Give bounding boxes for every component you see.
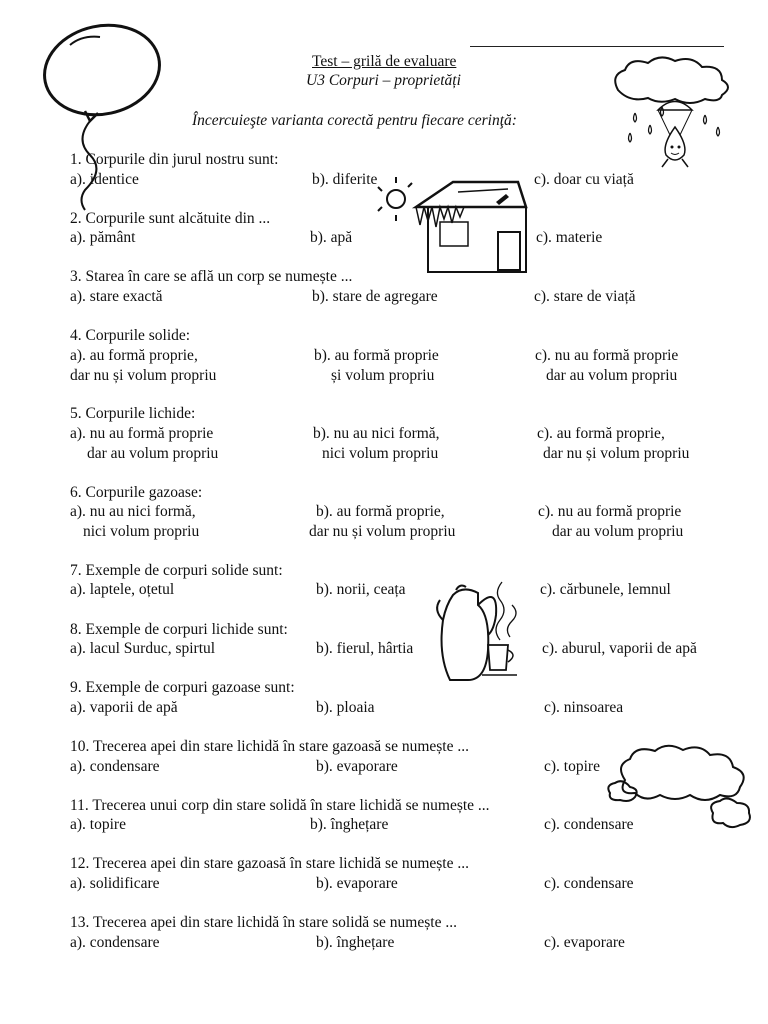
q8-option-c[interactable]: c). aburul, vaporii de apă [542, 640, 697, 657]
q9-option-c[interactable]: c). ninsoarea [544, 699, 624, 716]
q4-option-c[interactable]: c). nu au formă proprie [535, 347, 679, 364]
q12-option-b[interactable]: b). evaporare [316, 875, 398, 892]
question-10: 10. Trecerea apei din stare lichidă în stare gazoasă se numește ... [70, 738, 469, 755]
question-8: 8. Exemple de corpuri lichide sunt: [70, 621, 288, 638]
q7-option-c[interactable]: c). cărbunele, lemnul [540, 581, 671, 598]
q9-option-b[interactable]: b). ploaia [316, 699, 375, 716]
q5-option-a[interactable]: a). nu au formă proprie [70, 425, 214, 442]
q11-option-a[interactable]: a). topire [70, 816, 126, 833]
q5-option-b-line2: nici volum propriu [322, 445, 439, 462]
q4-option-c-line2: dar au volum propriu [546, 367, 678, 384]
q1-option-c[interactable]: c). doar cu viață [534, 171, 634, 188]
q10-option-b[interactable]: b). evaporare [316, 758, 398, 775]
page-subtitle: U3 Corpuri – proprietăți [306, 72, 461, 89]
q11-option-b[interactable]: b). înghețare [310, 816, 389, 833]
q9-option-a[interactable]: a). vaporii de apă [70, 699, 178, 716]
q1-option-b[interactable]: b). diferite [312, 171, 378, 188]
house-icon [378, 177, 528, 277]
name-line [470, 46, 724, 47]
q4-option-b-line2: și volum propriu [331, 367, 435, 384]
q10-option-c[interactable]: c). topire [544, 758, 600, 775]
q6-option-b-line2: dar nu și volum propriu [309, 523, 456, 540]
q7-option-a[interactable]: a). laptele, oțetul [70, 581, 175, 598]
q3-option-a[interactable]: a). stare exactă [70, 288, 163, 305]
q6-option-c-line2: dar au volum propriu [552, 523, 684, 540]
rain-cloud-icon [610, 55, 735, 175]
q4-option-b[interactable]: b). au formă proprie [314, 347, 439, 364]
q5-option-c[interactable]: c). au formă proprie, [537, 425, 665, 442]
q5-option-c-line2: dar nu și volum propriu [543, 445, 690, 462]
q6-option-a-line2: nici volum propriu [83, 523, 200, 540]
q2-option-b[interactable]: b). apă [310, 229, 353, 246]
q6-option-c[interactable]: c). nu au formă proprie [538, 503, 682, 520]
teapot-icon [438, 575, 533, 690]
q13-option-c[interactable]: c). evaporare [544, 934, 625, 951]
question-3: 3. Starea în care se află un corp se numește ... [70, 268, 353, 285]
question-9: 9. Exemple de corpuri gazoase sunt: [70, 679, 295, 696]
q1-option-a[interactable]: a). identice [70, 171, 139, 188]
q3-option-b[interactable]: b). stare de agregare [312, 288, 438, 305]
question-5: 5. Corpurile lichide: [70, 405, 196, 422]
question-4: 4. Corpurile solide: [70, 327, 191, 344]
q11-option-c[interactable]: c). condensare [544, 816, 634, 833]
q12-option-c[interactable]: c). condensare [544, 875, 634, 892]
instruction: Încercuieşte varianta corectă pentru fiecare cerinţă: [192, 112, 517, 129]
q5-option-b[interactable]: b). nu au nici formă, [313, 425, 440, 442]
question-13: 13. Trecerea apei din stare lichidă în stare solidă se numește ... [70, 914, 457, 931]
q10-option-a[interactable]: a). condensare [70, 758, 160, 775]
question-1: 1. Corpurile din jurul nostru sunt: [70, 151, 279, 168]
q5-option-a-line2: dar au volum propriu [87, 445, 219, 462]
q6-option-a[interactable]: a). nu au nici formă, [70, 503, 196, 520]
question-6: 6. Corpurile gazoase: [70, 484, 203, 501]
question-12: 12. Trecerea apei din stare gazoasă în stare lichidă se numește ... [70, 855, 469, 872]
q13-option-b[interactable]: b). înghețare [316, 934, 395, 951]
q6-option-b[interactable]: b). au formă proprie, [316, 503, 445, 520]
page-title: Test – grilă de evaluare [312, 53, 457, 70]
q8-option-a[interactable]: a). lacul Surduc, spirtul [70, 640, 216, 657]
q4-option-a[interactable]: a). au formă proprie, [70, 347, 198, 364]
q7-option-b[interactable]: b). norii, ceața [316, 581, 406, 598]
q8-option-b[interactable]: b). fierul, hârtia [316, 640, 414, 657]
question-2: 2. Corpurile sunt alcătuite din ... [70, 210, 271, 227]
q4-option-a-line2: dar nu și volum propriu [70, 367, 217, 384]
q12-option-a[interactable]: a). solidificare [70, 875, 160, 892]
q2-option-a[interactable]: a). pământ [70, 229, 136, 246]
q3-option-c[interactable]: c). stare de viață [534, 288, 636, 305]
q2-option-c[interactable]: c). materie [536, 229, 603, 246]
q13-option-a[interactable]: a). condensare [70, 934, 160, 951]
question-7: 7. Exemple de corpuri solide sunt: [70, 562, 283, 579]
question-11: 11. Trecerea unui corp din stare solidă în stare lichidă se numește ... [70, 797, 490, 814]
